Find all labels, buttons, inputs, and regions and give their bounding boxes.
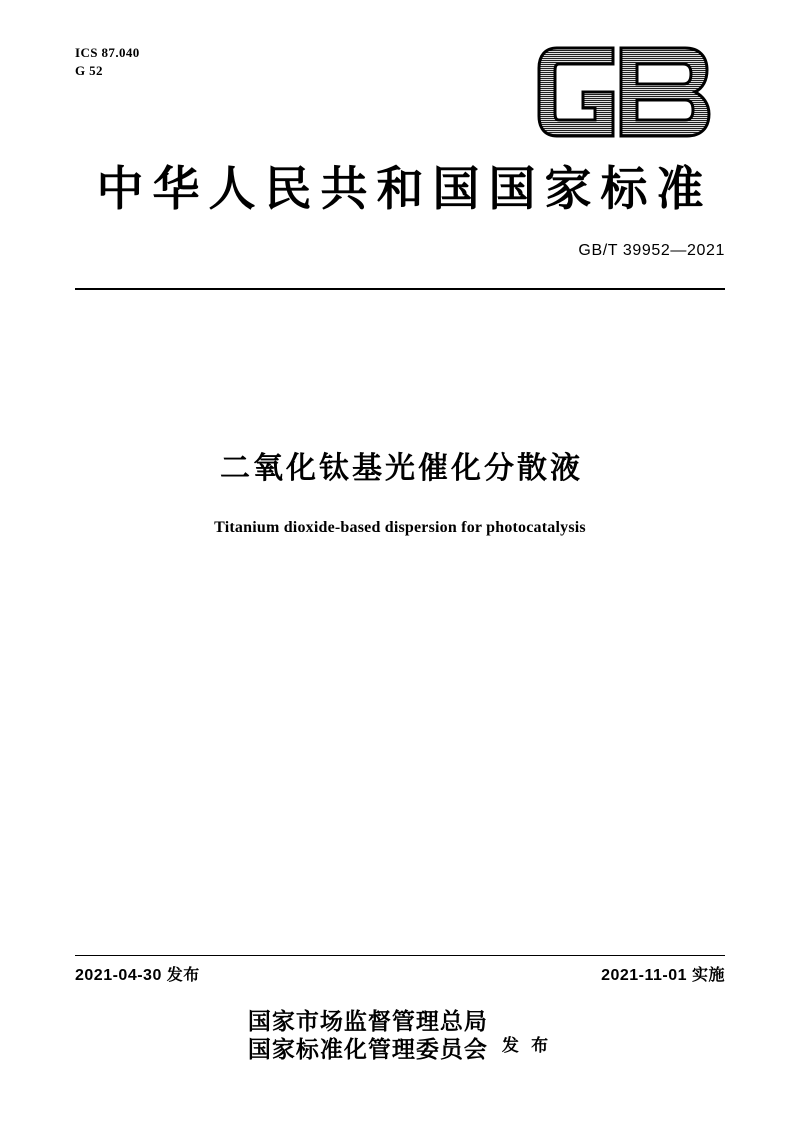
issue-date: 2021-04-30 发布 bbox=[75, 967, 200, 984]
standard-number: GB/T 39952—2021 bbox=[578, 242, 725, 259]
publisher-line-2: 国家标准化管理委员会 bbox=[247, 1037, 488, 1062]
cover-content bbox=[75, 0, 725, 1130]
publisher-verb: 发 布 bbox=[501, 1035, 553, 1055]
document-title-chinese: 二氧化钛基光催化分散液 bbox=[220, 452, 583, 485]
document-title-english: Titanium dioxide-based dispersion for photocatalysis bbox=[214, 519, 586, 536]
national-standard-title: 中华人民共和国国家标准 bbox=[96, 164, 713, 216]
publisher-block bbox=[75, 1008, 725, 1064]
publisher-line-1: 国家市场监督管理总局 bbox=[247, 1009, 488, 1034]
header-divider bbox=[75, 288, 725, 290]
gb-logo-icon bbox=[535, 42, 725, 142]
effective-date: 2021-11-01 实施 bbox=[601, 967, 725, 984]
ics-classification-block bbox=[75, 44, 140, 80]
publisher-names bbox=[248, 1008, 488, 1064]
ics-code: ICS 87.040 bbox=[75, 45, 140, 60]
footer-divider bbox=[75, 955, 725, 956]
ccs-code: G 52 bbox=[75, 63, 103, 78]
